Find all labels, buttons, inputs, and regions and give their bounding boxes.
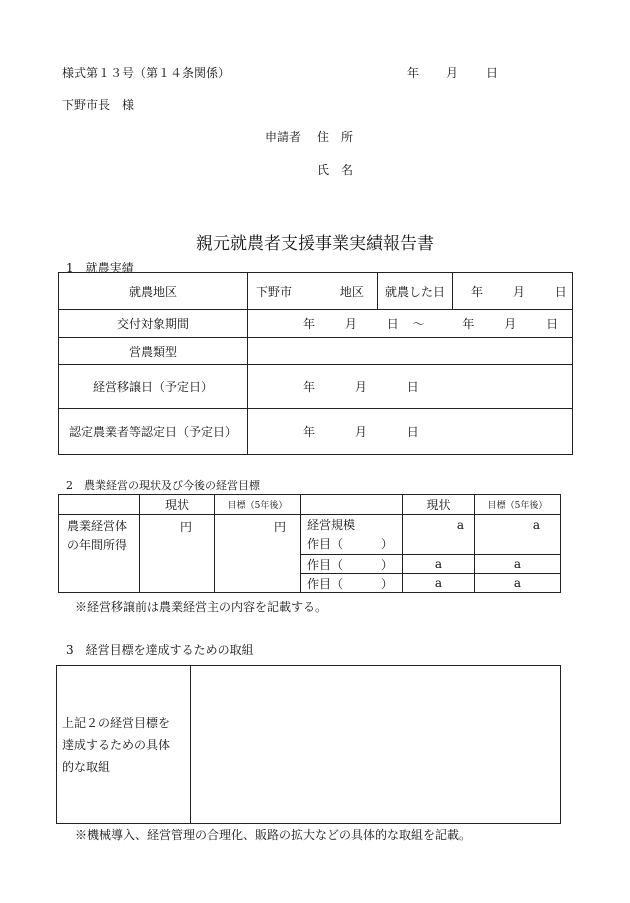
date-year: 年 <box>407 66 420 80</box>
crop-close-1: ） <box>381 536 394 551</box>
cert-day: 日 <box>406 425 419 439</box>
cert-label: 認定農業者等認定日（予定日） <box>59 409 248 455</box>
income-label-line2: の年間所得 <box>67 538 128 552</box>
crop3-target[interactable]: a <box>475 574 561 593</box>
city-label: 下野市 <box>256 284 293 299</box>
income-target[interactable]: 円 <box>215 515 301 593</box>
transfer-label: 経営移譲日（予定日） <box>59 365 248 409</box>
start-date-label: 就農した日 <box>378 273 453 310</box>
income-current[interactable]: 円 <box>140 515 215 593</box>
crop2-target[interactable]: a <box>475 555 561 574</box>
type-cell[interactable] <box>248 338 573 365</box>
transfer-month: 月 <box>354 380 367 394</box>
transfer-cell[interactable] <box>248 365 573 409</box>
applicant-label: 申請者 <box>265 130 302 144</box>
crop-close-3: ） <box>381 576 394 591</box>
crop-close-2: ） <box>381 557 394 572</box>
period-end-year: 年 <box>462 317 475 331</box>
name-label: 氏 名 <box>317 163 354 177</box>
s2-corner <box>59 495 140 515</box>
district-label: 地区 <box>339 284 364 299</box>
scale-label: 経営規模 <box>307 517 356 532</box>
cert-year: 年 <box>303 425 316 439</box>
crop3-current[interactable]: a <box>403 574 475 593</box>
crop-label-3: 作目（ <box>307 576 344 591</box>
transfer-day: 日 <box>406 380 419 394</box>
crop-cell-3 <box>301 574 403 593</box>
scale-cell <box>301 515 403 555</box>
col-target: 目標（5年後） <box>215 495 301 515</box>
crop-label-1: 作目（ <box>307 536 344 551</box>
section3-heading: 3 経営目標を達成するための取組 <box>66 643 254 657</box>
period-tilde: ～ <box>412 317 425 331</box>
crop-cell-2 <box>301 555 403 574</box>
period-label: 交付対象期間 <box>59 310 248 338</box>
page-title: 親元就農者支援事業実績報告書 <box>196 234 434 254</box>
area-label: 就農地区 <box>59 273 248 310</box>
start-date-cell[interactable] <box>453 273 573 310</box>
period-start-month: 月 <box>344 317 357 331</box>
period-end-day: 日 <box>546 317 559 331</box>
start-year: 年 <box>471 284 484 299</box>
date-month: 月 <box>446 66 459 80</box>
section3-input-area[interactable] <box>192 667 557 821</box>
start-day: 日 <box>554 284 567 299</box>
col-current: 現状 <box>140 495 215 515</box>
crop-label-2: 作目（ <box>307 557 344 572</box>
scale-current[interactable]: a <box>403 515 475 555</box>
crop2-current[interactable]: a <box>403 555 475 574</box>
form-number: 様式第１３号（第１４条関係） <box>62 66 231 80</box>
section3-label-line3: 的な取組 <box>62 760 111 774</box>
section1-table <box>58 272 573 455</box>
start-month: 月 <box>512 284 525 299</box>
s2-corner-2 <box>301 495 403 515</box>
period-start-year: 年 <box>303 317 316 331</box>
scale-target[interactable]: a <box>475 515 561 555</box>
section2-note: ※経営移譲前は農業経営主の内容を記載する。 <box>75 600 328 614</box>
section3-divider <box>190 665 191 823</box>
section3-label-line1: 上記２の経営目標を <box>62 716 171 730</box>
cert-month: 月 <box>354 425 367 439</box>
date-day: 日 <box>486 66 499 80</box>
col-target-2: 目標（5年後） <box>475 495 561 515</box>
section1-heading: 1 就農実績 <box>66 261 134 275</box>
addressee: 下野市長 様 <box>62 98 135 112</box>
period-end-month: 月 <box>504 317 517 331</box>
transfer-year: 年 <box>303 380 316 394</box>
section3-label <box>62 712 170 778</box>
col-current-2: 現状 <box>403 495 475 515</box>
cert-cell[interactable] <box>248 409 573 455</box>
area-cell[interactable] <box>248 273 378 310</box>
type-label: 営農類型 <box>59 338 248 365</box>
section3-label-line2: 達成するための具体 <box>62 738 171 752</box>
section2-heading: 2 農業経営の現状及び今後の経営目標 <box>66 479 260 492</box>
income-label-line1: 農業経営体 <box>67 519 128 533</box>
period-cell[interactable] <box>248 310 573 338</box>
section3-note: ※機械導入、経営管理の合理化、販路の拡大などの具体的な取組を記載。 <box>75 828 472 842</box>
address-label: 住 所 <box>317 130 354 144</box>
period-start-day: 日 <box>386 317 399 331</box>
section2-table <box>58 494 561 593</box>
income-label <box>59 515 140 593</box>
